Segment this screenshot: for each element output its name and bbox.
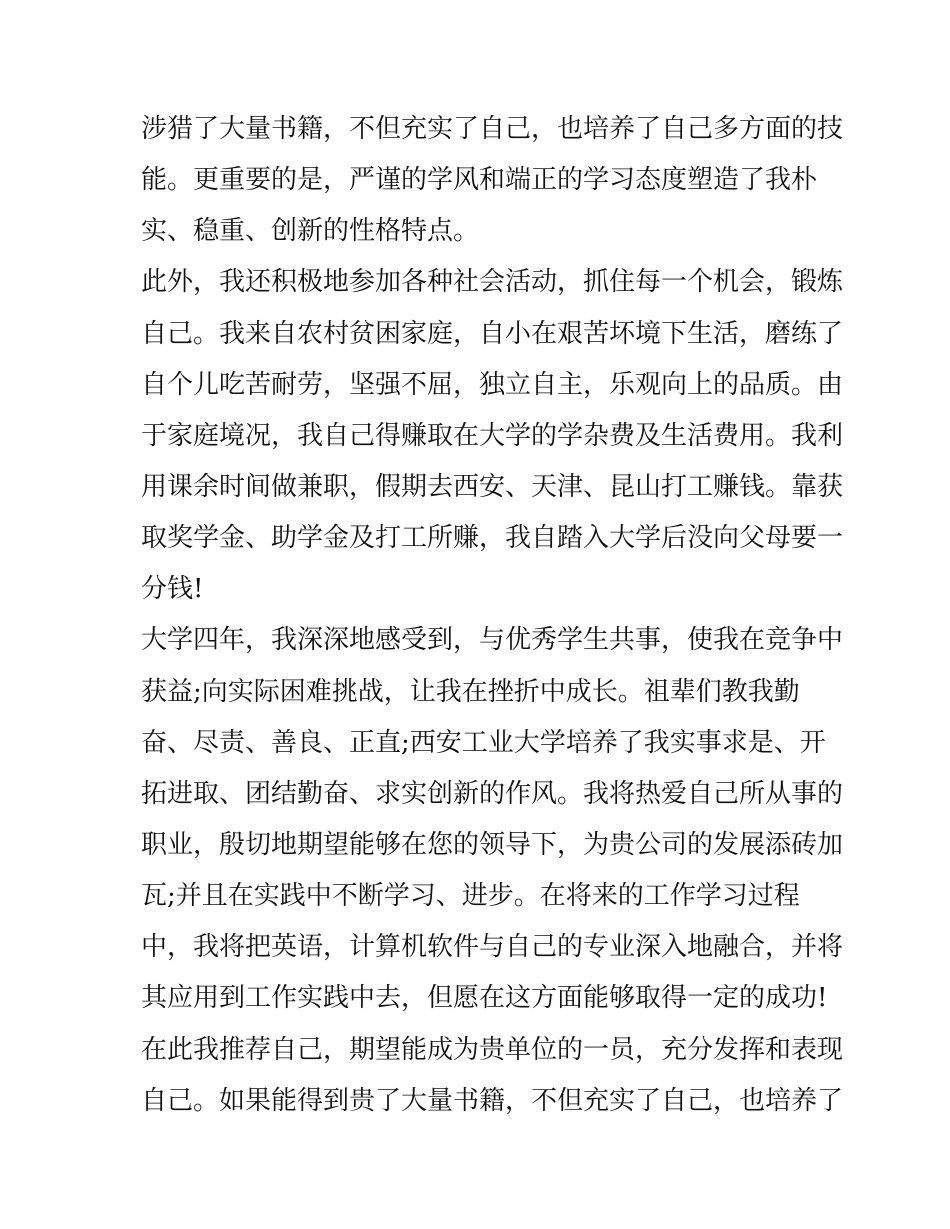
text-line-16: 瓦;并且在实践中不断学习、进步。在将来的工作学习过程 (141, 881, 800, 912)
text-line-18: 其应用到工作实践中去，但愿在这方面能够取得一定的成功! (141, 983, 828, 1014)
text-line-4: 此外，我还积极地参加各种社会活动，抓住每一个机会，锻炼 (141, 267, 844, 298)
text-line-19: 在此我推荐自己，期望能成为贵单位的一员，充分发挥和表现 (141, 1034, 844, 1065)
text-line-5: 自己。我来自农村贫困家庭，自小在艰苦坏境下生活，磨练了 (141, 318, 844, 349)
text-line-20: 自己。如果能得到贵了大量书籍，不但充实了自己，也培养了 (141, 1085, 844, 1116)
text-line-7: 于家庭境况，我自己得赚取在大学的学杂费及生活费用。我利 (141, 420, 844, 451)
text-line-9: 取奖学金、助学金及打工所赚，我自踏入大学后没向父母要一 (141, 523, 844, 554)
text-line-14: 拓进取、团结勤奋、求实创新的作风。我将热爱自己所从事的 (141, 778, 844, 809)
text-line-2: 能。更重要的是，严谨的学风和端正的学习态度塑造了我朴 (141, 165, 818, 196)
text-line-13: 奋、尽责、善良、正直;西安工业大学培养了我实事求是、开 (141, 727, 826, 758)
text-line-17: 中，我将把英语，计算机软件与自己的专业深入地融合，并将 (141, 932, 844, 963)
text-line-11: 大学四年，我深深地感受到，与优秀学生共事，使我在竞争中 (141, 625, 844, 656)
text-line-8: 用课余时间做兼职，假期去西安、天津、昆山打工赚钱。靠获 (141, 471, 844, 502)
document-body (141, 107, 844, 1130)
text-line-12: 获益;向实际困难挑战，让我在挫折中成长。祖辈们教我勤 (141, 676, 800, 707)
text-line-1: 涉猎了大量书籍，不但充实了自己，也培养了自己多方面的技 (141, 114, 844, 144)
text-line-6: 自个儿吃苦耐劳，坚强不屈，独立自主，乐观向上的品质。由 (141, 369, 844, 400)
text-line-15: 职业，殷切地期望能够在您的领导下，为贵公司的发展添砖加 (141, 829, 844, 860)
text-line-3: 实、稳重、创新的性格特点。 (141, 216, 480, 247)
text-line-10: 分钱! (141, 574, 204, 605)
